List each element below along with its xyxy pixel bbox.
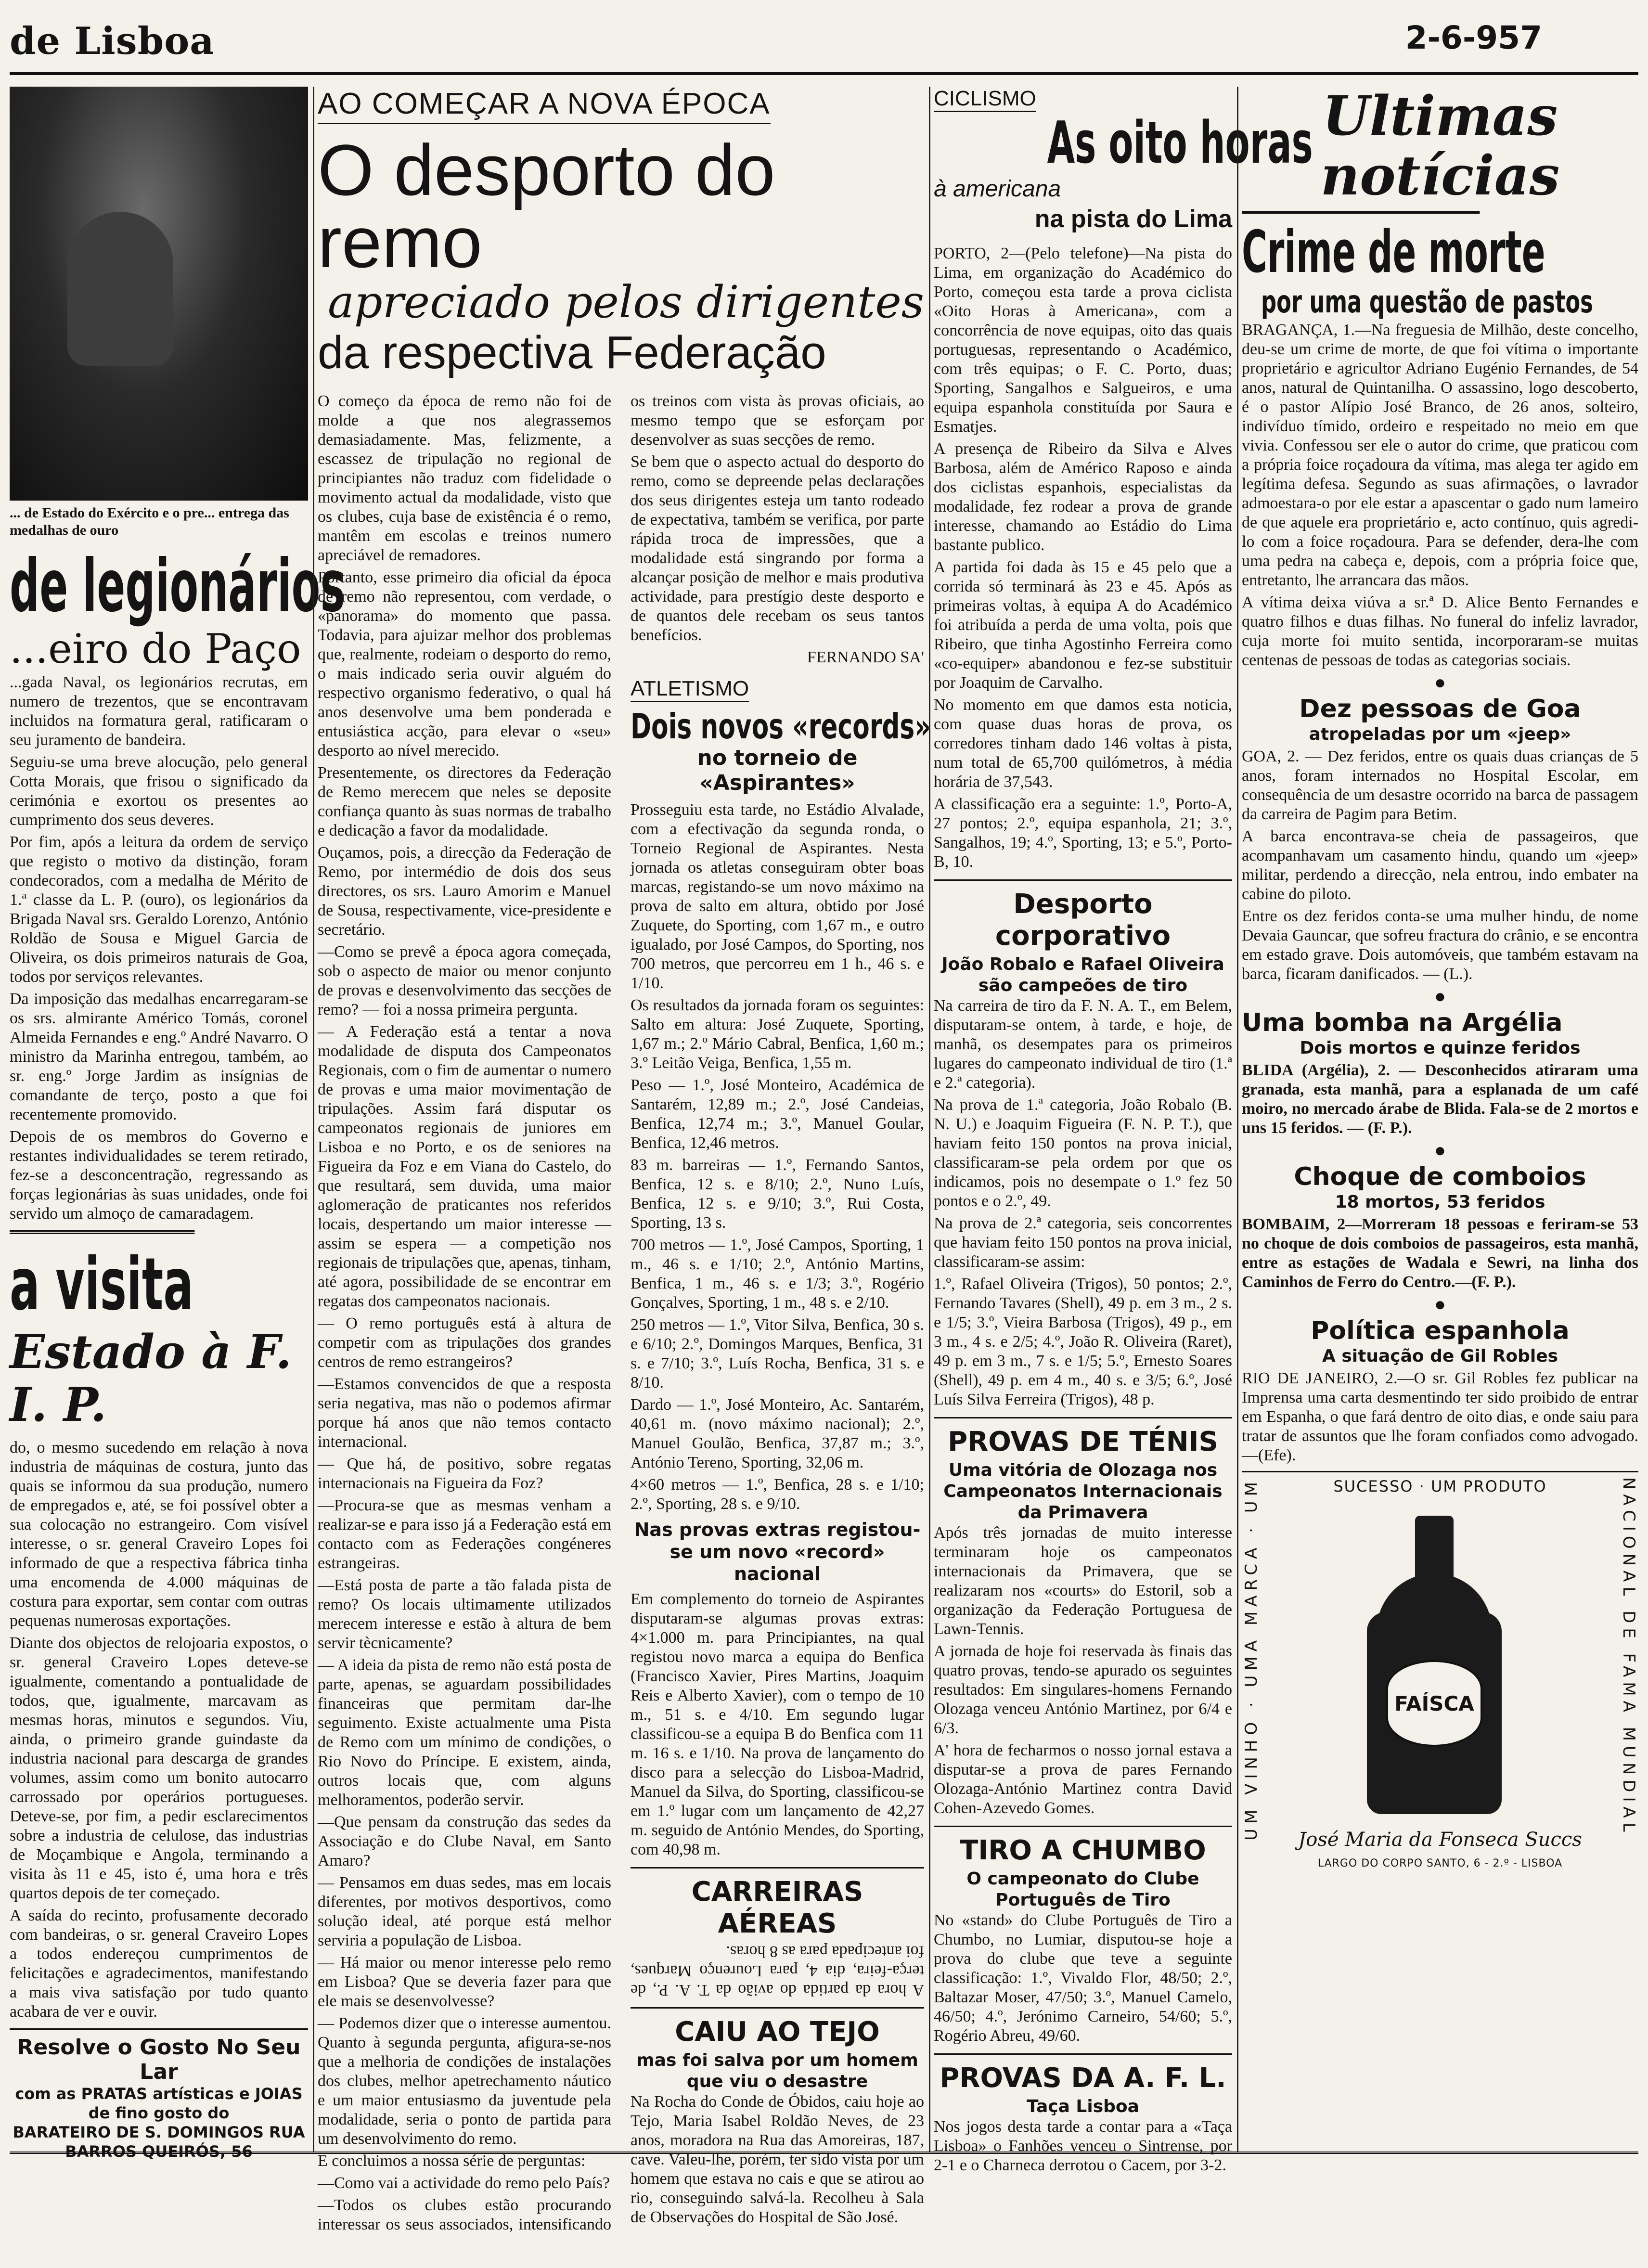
subheadline-dirigentes: apreciado pelos dirigentes [327, 276, 924, 328]
article-paragraph: Na prova de 1.ª categoria, João Robalo (B. N. U.) e Joaquim Figueira (F. N. P. T.), que haviam feito 150 pontos na prova inicial, classificaram-se pela ordem por que os indicamos, pois no desempate o 1.º fez 50 pontos e o 2.º, 49. [934, 1096, 1232, 1210]
headline-visita: a visita [10, 1230, 194, 1326]
article-paragraph: BOMBAIM, 2—Morreram 18 pessoas e feriram-se 53 no choque de dois comboios de passageiros, esta manhã, entre as estações de Wadala e Sewri, na linha dos Caminhos de Ferro do Centro.—(F. P.). [1242, 1215, 1638, 1291]
article-paragraph: —Como se prevê a época agora começada, sob o aspecto de maior ou menor conjunto de provas e desenvolvimento das secções de remo? — foi a nossa primeira pergunta. [318, 943, 611, 1018]
ad-address: LARGO DO CORPO SANTO, 6 - 2.º - LISBOA [1317, 1857, 1563, 1869]
article-paragraph-inverted: A hora da partida do avião da T. A. P., de terça-feira, dia 4, para Lourenço Marques, foi antecipada para as 8 horas. [631, 1943, 924, 1999]
ad-headline: Resolve o Gosto No Seu Lar [17, 2035, 301, 2084]
article-paragraph: Por fim, após a leitura da ordem de serviço que registo o motivo da distinção, foram condecorados, com a medalha de Mérito de 1.ª classe da L. P. (ouro), os legionários da Brigada Naval srs. Geraldo Lorenzo, António Roldão de Sousa e Miguel Garcia de Oliveira, os dois primeiros naturais de Goa, todos por serviços relevantes. [10, 833, 308, 986]
subheadline-federacao: da respectiva Federação [318, 327, 826, 378]
issue-date: 2-6-957 [1405, 19, 1542, 56]
subheadline-jeep: atropeladas por um «jeep» [1309, 724, 1571, 744]
article-paragraph: Depois de os membros do Governo e restantes individualidades se terem retirado, fez-se a desconcentração, regressando as forças legionárias às suas unidades, onde foi servido um almoço de camaradagem. [10, 1128, 308, 1223]
article-paragraph: O começo da época de remo não foi de molde a que nos alegrassemos demasiadamente. Mas, felizmente, a escassez de tripulação no regional de principiantes não traduz com fidelidade o movimento actual da modalidade, visto que os clubes, cuja base de existência é o remo, mantêm em escolas e treinos numero apreciável de remadores. [318, 392, 611, 564]
divider [934, 1417, 1232, 1418]
photo-caption: ... de Estado do Exército e o pre... entrega das medalhas de ouro [10, 505, 289, 538]
bottle-label: FAÍSCA [1386, 1660, 1482, 1747]
article-paragraph: Da imposição das medalhas encarregaram-se os srs. almirante Américo Tomás, coronel Almeida Fernandes e eng.º André Navarro. O ministro da Marinha entregou, também, ao sr. eng.º Jorge Jardim as insígnias de comandante de terço, posto a que foi recentemente promovido. [10, 990, 308, 1123]
headline-desporto-corporativo: Desporto corporativo [995, 889, 1171, 952]
article-paragraph: PORTO, 2—(Pelo telefone)—Na pista do Lima, em organização do Académico do Porto, começou esta tarde a prova ciclista «Oito Horas à Americana», com a concorrência de nove equipas, oito das quais portuguesas, representando o Académico, com três equipas; o F. C. Porto, duas; Sporting, Sangalhos e Salgueiros, e uma equipa espanhola constituída por Saura e Esmatjes. [934, 245, 1232, 436]
article-paragraph: 700 metros — 1.º, José Campos, Sporting, 1 m., 46 s. e 1/10; 2.º, António Martins, Benfica, 1 m., 46 s. e 1/3; 3.º, Rogério Gonçalves, Sporting, 1 m., 48 s. e 2/10. [631, 1236, 924, 1312]
subheadline-record-nacional: Nas provas extras registou-se um novo «record» nacional [634, 1519, 921, 1585]
bullet-separator: ● [1434, 1139, 1446, 1161]
headline-records: Dois novos «records» [631, 706, 931, 747]
article-paragraph: A classificação era a seguinte: 1.º, Porto-A, 27 pontos; 2.º, equipa espanhola, 21; 3.º, Sangalhos, 19; 4.º, Sporting, 13; e 5.º, Porto-B, 10. [934, 795, 1232, 871]
article-paragraph: 4×60 metros — 1.º, Benfica, 28 s. e 1/10; 2.º, Sporting, 28 s. e 9/10. [631, 1476, 924, 1513]
column-ultimas-noticias [1242, 87, 1638, 2152]
article-paragraph: Se bem que o aspecto actual do desporto do remo, como se depreende pelas declarações dos seus dirigentes esteja um tanto rodeado de expectativa, também se verifica, por parte rápida troca de impressões, que a modalidade está singrando por forma a alcançar posição de melhor e mais produtiva actividade, para prestígio deste desporto e de quantos dele recebam os seus tantos benefícios. [631, 453, 924, 644]
article-paragraph: BRAGANÇA, 1.—Na freguesia de Milhão, deste concelho, deu-se um crime de morte, de que foi vítima o importante proprietário e agricultor Adriano Eugénio Fernandes, de 54 anos, natural de Quintanilha. O assassino, logo descoberto, é o pastor Alípio José Branco, de 26 anos, solteiro, indivíduo tímido, ordeiro e respeitado no meio em que vivia. Confessou ser ele o autor do crime, que praticou com a própria foice roçadoura da vítima, mas alega ter agido em legítima defesa. Segundo as suas afirmações, o lavrador admoestara-o por ele estar a apascentar o gado num lameiro de que aquele era proprietário e, acto contínuo, quis agredi-lo com a foice roçadoura. Para se defender, dera-lhe com uma pedra na cabeça e, depois, com a própria foice que, entretanto, lhe arrancara das mãos. [1242, 321, 1638, 589]
headline-remo: O desporto do remo [318, 129, 775, 283]
article-paragraph: A barca encontrava-se cheia de passageiros, que acompanhavam um casamento hindu, quando um «jeep» militar, perdendo a direcção, nela entrou, indo embater na cabine do piloto. [1242, 827, 1638, 903]
section-atletismo: ATLETISMO [631, 677, 749, 702]
article-author: FERNANDO SA' [807, 648, 924, 666]
headline-goa: Dez pessoas de Goa [1299, 695, 1581, 723]
article-paragraph: E concluimos a nossa série de perguntas: [318, 2152, 586, 2170]
headline-carreiras-aereas: CARREIRAS AÉREAS [691, 1876, 863, 1939]
headline-choque-comboios: Choque de comboios [1294, 1162, 1586, 1191]
divider [631, 1867, 924, 1869]
subheadline-mortos-feridos: Dois mortos e quinze feridos [1300, 1038, 1581, 1058]
ad-address: BARATEIRO DE S. DOMINGOS RUA BARROS QUEIRÓS, 56 [13, 2123, 305, 2161]
article-paragraph: GOA, 2. — Dez feridos, entre os quais duas crianças de 5 anos, foram internados no Hospital Escolar, em consequência de um desastre ocorrido na barca de passagem da carreira de Pagim para Betim. [1242, 747, 1638, 823]
headline-provas-tenis: PROVAS DE TÉNIS [948, 1426, 1218, 1457]
article-paragraph: Na Rocha do Conde de Óbidos, caiu hoje ao Tejo, Maria Isabel Roldão Neves, de 23 anos, moradora na Rua das Amoreiras, 187, cave. Valeu-lhe, porém, ter sido vista por um homem que estava no cais e que se atirou ao rio, conseguindo salvá-la. Recolheu à Sala de Observações do Hospital de São José. [631, 2093, 924, 2226]
subheadline-americana: à americana [934, 176, 1061, 202]
section-kicker: AO COMEÇAR A NOVA ÉPOCA [318, 87, 771, 124]
headline-bomba-argelia: Uma bomba na Argélia [1242, 1008, 1563, 1037]
subheadline-taca-lisboa: Taça Lisboa [1027, 2097, 1139, 2116]
section-title-noticias: notícias [1320, 144, 1560, 207]
article-paragraph: —Como vai a actividade do remo pelo País? [318, 2174, 610, 2192]
headline-tiro-chumbo: TIRO A CHUMBO [960, 1835, 1206, 1866]
masthead-rule [10, 72, 1638, 75]
ad-vertical-left: UM VINHO · UMA MARCA · UM [1242, 1477, 1261, 1841]
divider [934, 1826, 1232, 1827]
article-paragraph: A' hora de fecharmos o nosso jornal estava a disputar-se a prova de pares Fernando Olozaga-António Martinez contra David Cohen-Azevedo Gomes. [934, 1741, 1232, 1817]
advertisement-barateiro [10, 2028, 308, 2161]
ad-line: com as PRATAS artísticas e JOIAS de fino gosto do [15, 2085, 303, 2122]
article-paragraph: Portanto, esse primeiro dia oficial da época de remo não representou, com verdade, o «panorama» do momento que passa. Todavia, para ajuizar melhor dos problemas que, realmente, rodeiam o desporto do remo, o mais indicado seria ouvir alguém do respectivo organismo federativo, o qual há anos desenvolve uma bem ponderada e entusiástica acção, para elevar o «seu» desporto ao nível merecido. [318, 568, 611, 760]
subheadline-salva: mas foi salva por um homem que viu o desastre [636, 2050, 918, 2091]
article-paragraph: ...gada Naval, os legionários recrutas, em numero de trezentos, que se encontravam incluidos na formatura geral, ratificaram o seu juramento de bandeira. [10, 673, 308, 749]
article-paragraph: — A Federação está a tentar a nova modalidade de disputa dos Campeonatos Regionais, com o fim de aumentar o numero de provas e uma maior movimentação de tripulações. Assim fará disputar os campeonatos regionais de juniores em Lisboa e no Porto, e os de seniores na Figueira da Foz e em Viana do Castelo, do que resultará, sem duvida, uma maior aglomeração de praticantes nos referidos locais, despertando um maior interesse — assim se espera — a competição nos regionais de tripulações que, apenas, tinham, até agora, possibilidade de se encontrar em regatas dos campeonatos nacionais. [318, 1023, 611, 1310]
article-paragraph: — Pensamos em duas sedes, mas em locais diferentes, por motivos desportivos, como solução ideal, até porque está melhor serviria a população de Lisboa. [318, 1874, 611, 1949]
article-paragraph: do, o mesmo sucedendo em relação à nova industria de máquinas de costura, junto das quais se informou da sua produção, numero de empregados e, até, se foi possível obter a sua colocação no estrangeiro. Com visível interesse, o sr. general Craveiro Lopes foi informado de que a respectiva fábrica tinha uma encomenda de 4.000 máquinas de costura para exportar, sem contar com outras pequenas numerosas exportações. [10, 1439, 308, 1630]
headline-caiu-ao-tejo: CAIU AO TEJO [675, 2016, 880, 2048]
headline-fip: Estado à F. I. P. [10, 1325, 292, 1432]
subheadline-18-mortos: 18 mortos, 53 feridos [1335, 1192, 1545, 1212]
headline-provas-afl: PROVAS DA A. F. L. [940, 2062, 1226, 2094]
article-paragraph: Entre os dez feridos conta-se uma mulher hindu, de nome Devaia Gauncar, que sofreu fractura do crânio, e se encontra em estado grave. Dois automóveis, que também estavam na barca, ficaram danificados. — (L.). [1242, 907, 1638, 983]
subheadline-pista-lima: na pista do Lima [1034, 205, 1232, 233]
bullet-separator: ● [1434, 1293, 1446, 1315]
article-paragraph: — Que há, de positivo, sobre regatas internacionais na Figueira da Foz? [318, 1455, 611, 1492]
page-bottom-rule [10, 2152, 1638, 2154]
article-paragraph: —Estamos convencidos de que a resposta seria negativa, mas não o podemos afirmar porque há anos que não temos contacto internacional. [318, 1375, 611, 1451]
article-paragraph: —Está posta de parte a tão falada pista de remo? Os locais ultimamente utilizados merecem interesse e estão à altura de bem servir tècnicamente? [318, 1576, 611, 1652]
article-paragraph: — Podemos dizer que o interesse aumentou. Quanto à segunda pergunta, afigura-se-nos que a melhoria de condições de instalações dos clubes, melhor apetrechamento náutico e um maior entusiasmo da juventude pela modalidade, seria o ponto de partida para um desenvolvimento do remo. [318, 2014, 611, 2148]
ad-top-line: SUCESSO · UM PRODUTO [1333, 1477, 1547, 1495]
article-paragraph: A vítima deixa viúva a sr.ª D. Alice Bento Fernandes e quatro filhos e duas filhas. No funeral do infeliz lavrador, cuja morte foi muito sentida, incorporaram-se muitas centenas de pessoas de todas as categorias sociais. [1242, 593, 1638, 669]
article-paragraph: Os resultados da jornada foram os seguintes: Salto em altura: José Zuquete, Sporting, 1,67 m.; 2.º Mário Cabral, Benfica, 1,60 m.; 3.º Leitão Veiga, Benfica, 1,55 m. [631, 996, 924, 1072]
section-ciclismo: CICLISMO [934, 87, 1036, 112]
headline-legionarios: de legionários [10, 544, 346, 628]
headline-paco: ...eiro do Paço [10, 625, 301, 672]
headline-oito-horas: As oito horas [1047, 110, 1313, 177]
article-paragraph: Ouçamos, pois, a direcção da Federação de Remo, por intermédio de dois dos seus directores, os srs. Lauro Amorim e Manuel de Sousa, respectivamente, vice-presidente e secretário. [318, 844, 611, 939]
bullet-separator: ● [1434, 985, 1446, 1007]
article-paragraph: Na prova de 2.ª categoria, seis concorrentes que haviam feito 150 pontos na prova inicial, classificaram-se assim: [934, 1214, 1232, 1271]
column-rule [1237, 87, 1238, 2152]
article-paragraph: — A ideia da pista de remo não está posta de parte, apenas, se aguardam possibilidades financeiras que permitam dar-lhe seguimento. Existe actualmente uma Pista de Remo com um mínimo de condições, o Rio Novo do Príncipe. E existem, ainda, outros locais que, com alguns melhoramentos, poderão servir. [318, 1656, 611, 1809]
subheadline-gil-robles: A situação de Gil Robles [1322, 1346, 1558, 1366]
column-rule [929, 87, 930, 2152]
article-paragraph: 1.º, Rafael Oliveira (Trigos), 50 pontos; 2.º, Fernando Tavares (Shell), 49 p. em 3 m., 2 s. e 1/5; 3.º, Vieira Barbosa (Trigos), 49 p., em 3 m., 4 s. e 2/5; 4.º, João R. Oliveira (Raret), 49 p. em 3 m., 7 s. e 1/5; 5.º, Ernesto Soares (Shell), 49 p. em 4 m., 40 s. e 3/5; 6.º, José Luís Silva Ferreira (Trigos), 48 p. [934, 1275, 1232, 1408]
article-paragraph: Na carreira de tiro da F. N. A. T., em Belem, disputaram-se ontem, à tarde, e hoje, de manhã, os desempates para os primeiros lugares do campeonato individual de tiro (1.ª e 2.ª categoria). [934, 997, 1232, 1092]
article-paragraph: —Todos os clubes estão procurando interessar os seus associados, intensificando os treinos com vista às provas oficiais, ao mesmo tempo que se esforçam por desenvolver as suas secções de remo. [318, 392, 924, 2233]
article-paragraph: — O remo português está à altura de competir com as tripulações dos grandes centros de remo estrangeiros? [318, 1314, 611, 1371]
article-paragraph: Prosseguiu esta tarde, no Estádio Alvalade, com a efectivação da segunda ronda, o Torneio Regional de Aspirantes. Nesta jornada os atletas conseguiram obter boas marcas, registando-se um novo máximo na prova de salto em altura, obtido por José Zuquete, do Sporting, com 1,67 m., e outro igualado, por José Campos, do Sporting, nos 700 metros, que percorreu em 1 h., 46 s. e 1/10. [631, 801, 924, 992]
article-paragraph: Em complemento do torneio de Aspirantes disputaram-se algumas provas extras: 4×1.000 m. para Principiantes, na qual registou novo marca a equipa do Benfica (Francisco Xavier, Pires Martins, Joaquim Reis e Alberto Xavier), com o tempo de 10 m., 51 s. e 4/10. Em segundo lugar classificou-se a equipa B do Benfica com 11 m. 16 s. e 1/10. Na prova de lançamento do disco para a selecção do Lisboa-Madrid, Manuel da Silva, do Sporting, classificou-se em 1.º lugar com um lançamento de 42,27 m. seguido de António Mendes, do Sporting, com 40,98 m. [631, 1590, 924, 1858]
column-remo [318, 87, 931, 2233]
headline-crime-de-morte: Crime de morte [1242, 211, 1480, 284]
column-rule [313, 87, 314, 2152]
article-paragraph: —Procura-se que as mesmas venham a realizar-se e para isso já a Federação está em contacto com as Federações congéneres estrangeiras. [318, 1496, 611, 1572]
wine-bottle-illustration [1362, 1516, 1506, 1814]
article-paragraph: RIO DE JANEIRO, 2.—O sr. Gil Robles fez publicar na Imprensa uma carta desmentindo ter sido proibido de entrar em Espanha, o que fará dentro de oito dias, e onde saiu para tratar de assuntos que lhe foram confiados como advogado.—(Efe). [1242, 1369, 1638, 1464]
ad-signature: José Maria da Fonseca Succs [1298, 1829, 1582, 1851]
article-paragraph: — Há maior ou menor interesse pelo remo em Lisboa? Que se deveria fazer para que ele mais se desenvolvesse? [318, 1954, 611, 2010]
column-legionarios [10, 87, 346, 2161]
advertisement-faisca [1242, 1471, 1638, 1904]
article-paragraph: 250 metros — 1.º, Vitor Silva, Benfica, 30 s. e 6/10; 2.º, Domingos Marques, Benfica, 31 s. e 7/10; 3.º, Luís Rocha, Benfica, 31 s. e 8/10. [631, 1316, 924, 1392]
ad-vertical-right: NACIONAL DE FAMA MUNDIAL [1619, 1477, 1638, 1837]
article-paragraph: A presença de Ribeiro da Silva e Alves Barbosa, além de Américo Raposo e ainda dos ciclistas espanhois, especialistas da modalidade, fez rodear a prova de grande interesse, chamando ao Estádio do Lima bastante publico. [934, 440, 1232, 554]
article-paragraph: No «stand» do Clube Português de Tiro a Chumbo, no Lumiar, disputou-se hoje a prova do clube que teve a seguinte classificação: 1.º, Vivaldo Flor, 48/50; 2.º, Baltazar Moser, 47/50; 3.º, Manuel Camelo, 46/50; 4.º, Jerónimo Carneiro, 54/60; 5.º, Rogério Abreu, 49/60. [934, 1911, 1232, 2045]
newspaper-title: de Lisboa [10, 19, 215, 63]
article-paragraph: A saída do recinto, profusamente decorado com bandeiras, o sr. general Craveiro Lopes a todos endereçou cumprimentos de felicitações e agradecimentos, manifestando a mais viva satisfação por tudo quanto acabara de ver e ouvir. [10, 1907, 308, 2021]
article-paragraph: Seguiu-se uma breve alocução, pelo general Cotta Morais, que frisou o significado da cerimónia e exortou os presentes ao cumprimento dos seus deveres. [10, 753, 308, 829]
article-paragraph: A jornada de hoje foi reservada às finais das quatro provas, tendo-se apurado os seguintes resultados: Em singulares-homens Fernando Olozaga venceu António Martinez, por 6/4 e 6/3. [934, 1642, 1232, 1737]
article-paragraph: Diante dos objectos de relojoaria expostos, o sr. general Craveiro Lopes deteve-se igualmente, comentando a pontualidade de todos, que, igualmente, marcavam as mesmas horas, minutos e segundos. Viu, ainda, o primeiro grande guindaste da industria nacional para descarga de grandes volumes, assim como um bonito autocarro carrossado por operários portugueses. Deteve-se, por fim, a pedir esclarecimentos sobre a industria de celulose, das industrias de Moçambique e Angola, terminando a visita às 11 e 45, isto é, uma hora e três quartos depois de ter começado. [10, 1634, 308, 1902]
divider [934, 879, 1232, 881]
divider [934, 2053, 1232, 2055]
article-paragraph: 83 m. barreiras — 1.º, Fernando Santos, Benfica, 12 s. e 8/10; 2.º, Nuno Luís, Benfica, 12 s. e 9/10; 3.º, Rui Costa, Sporting, 13 s. [631, 1156, 924, 1232]
article-paragraph: Após três jornadas de muito interesse terminaram hoje os campeonatos internacionais da Primavera, que se realizaram nos «courts» do Estoril, sob a organização da Federação Portuguesa de Lawn-Tennis. [934, 1524, 1232, 1638]
divider [631, 2007, 924, 2009]
section-title-ultimas: Ultimas [1322, 85, 1558, 148]
ceremony-photo [10, 87, 308, 501]
subheadline-olozaga: Uma vitória de Olozaga nos Campeonatos Internacionais da Primavera [943, 1460, 1223, 1522]
article-paragraph: Nos jogos desta tarde a contar para a «Taça Lisboa» o Fanhões venceu o Sintrense, por 2-1 e o Charneca derrotou o Cacem, por 3-2. [934, 2118, 1232, 2174]
article-paragraph: BLIDA (Argélia), 2. — Desconhecidos atiraram uma granada, esta manhã, para a esplanada de um café moiro, no mercado árabe de Blida. Fala-se de 2 mortos e uns 15 feridos. — (F. P.). [1242, 1061, 1638, 1137]
article-paragraph: A partida foi dada às 15 e 45 pelo que a corrida só terminará às 23 e 45. Após as primeiras voltas, à equipa A do Académico foi atribuída a perda de uma volta, pois que Ribeiro, que tinha Agostinho Ferreira como «co-equiper» abandonou e fez-se substituir por Joaquim de Carvalho. [934, 558, 1232, 692]
bullet-separator: ● [1434, 671, 1446, 693]
article-paragraph: Peso — 1.º, José Monteiro, Académica de Santarém, 12,89 m.; 2.º, José Candeias, Benfica, 12,74 m.; 3.º, Manuel Goular, Benfica, 12,46 metros. [631, 1076, 924, 1152]
subheadline-campeoes-tiro: João Robalo e Rafael Oliveira são campeões de tiro [941, 954, 1224, 995]
article-paragraph: —Que pensam da construção das sedes da Associação e do Clube Naval, em Santo Amaro? [318, 1813, 611, 1869]
article-paragraph: Dardo — 1.º, José Monteiro, Ac. Santarém, 40,61 m. (novo máximo nacional); 2.º, Manuel Goulão, Benfica, 37,87 m.; 3.º, António Tereno, Sporting, 32,06 m. [631, 1396, 924, 1471]
remo-article-body [318, 392, 931, 2234]
article-paragraph: No momento em que damos esta noticia, com quase duas horas de prova, os corredores tinham dado 146 voltas à pista, num total de 65,700 quilómetros, à média horária de 37,543. [934, 696, 1232, 791]
subheadline-aspirantes: no torneio de «Aspirantes» [697, 746, 858, 795]
subheadline-pastos: por uma questão de pastos [1261, 284, 1593, 320]
masthead [0, 0, 1648, 72]
article-paragraph: Presentemente, os directores da Federação de Remo merecem que neles se deposite confiança quanto às suas normas de trabalho e dedicação a favor da modalidade. [318, 764, 611, 839]
headline-politica-espanhola: Política espanhola [1311, 1316, 1570, 1345]
subheadline-clube-tiro: O campeonato do Clube Português de Tiro [966, 1869, 1199, 1910]
